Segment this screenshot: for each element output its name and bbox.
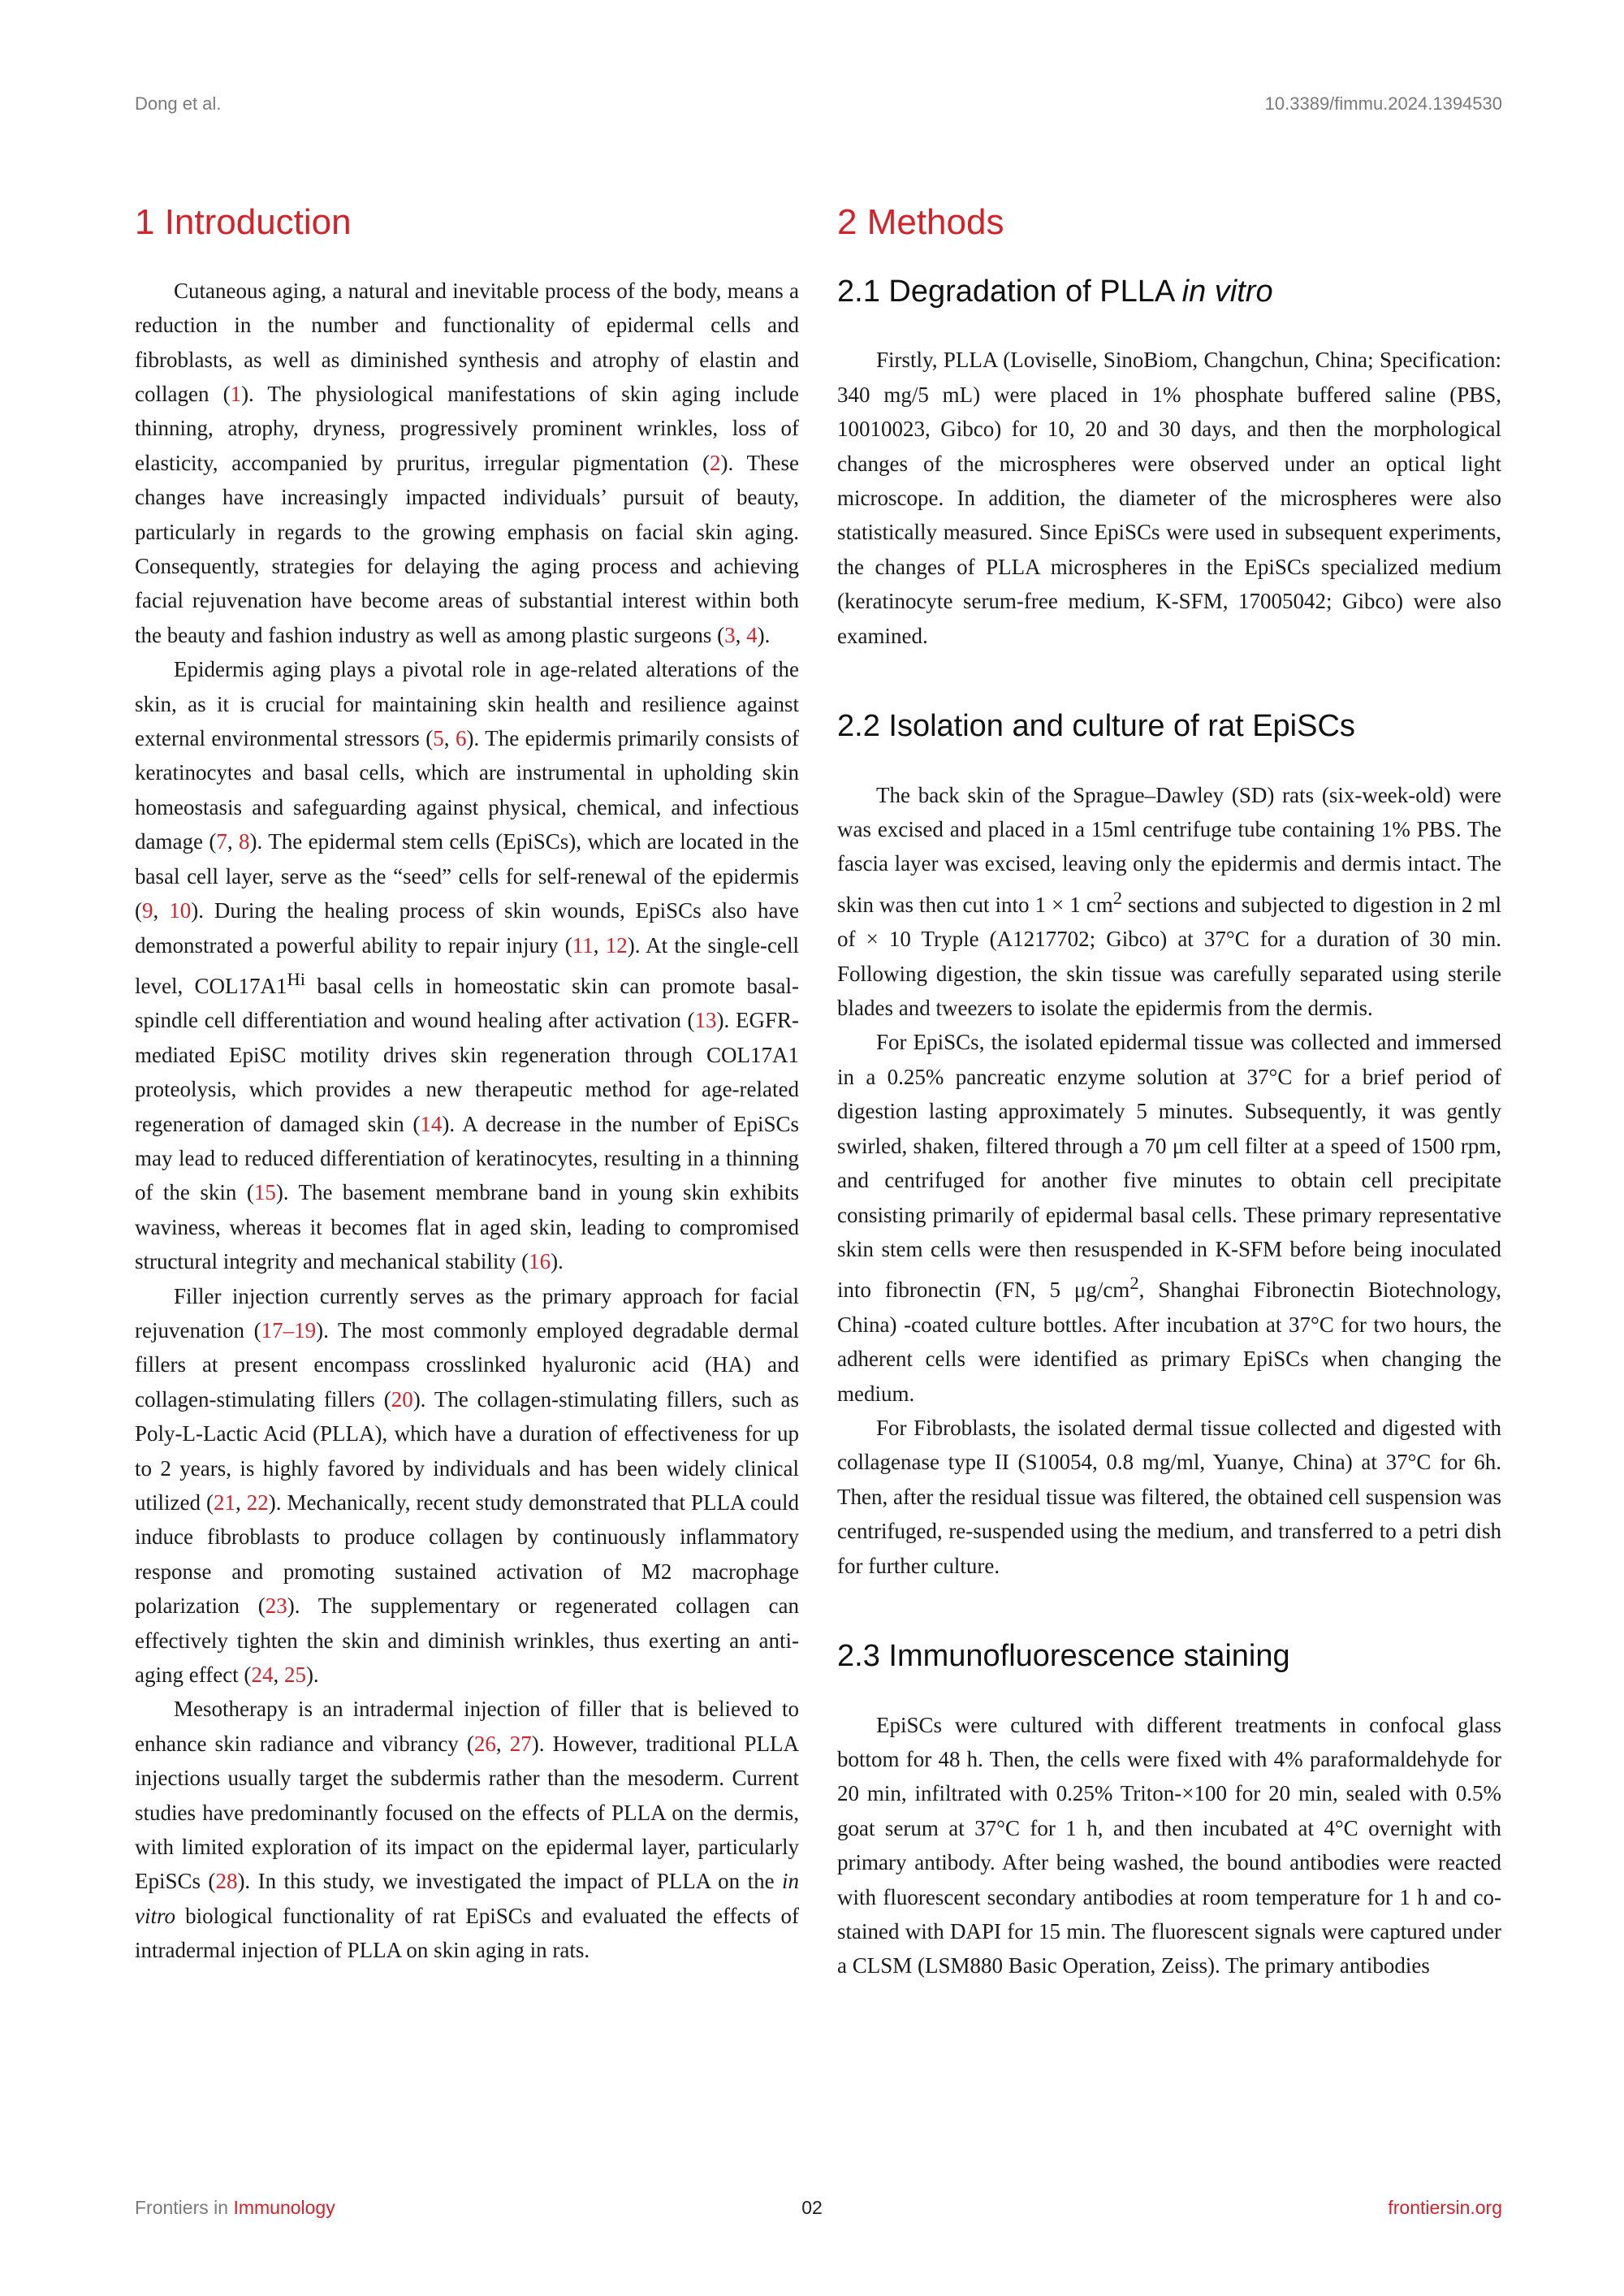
citation-link[interactable]: 28 (215, 1869, 238, 1894)
citation-link[interactable]: 11 (572, 932, 594, 958)
footer-journal: Frontiers in Immunology (135, 2197, 335, 2218)
citation-link[interactable]: 16 (529, 1249, 551, 1274)
citation-link[interactable]: 20 (391, 1386, 413, 1412)
citation-link[interactable]: 17–19 (261, 1317, 317, 1343)
citation-link[interactable]: 13 (694, 1008, 717, 1033)
subsection-heading-2-3: 2.3 Immunofluorescence staining (837, 1638, 1290, 1673)
intro-paragraph-1: Cutaneous aging, a natural and inevitable process of the body, means a reduction in the number and functionality of epidermal cells and fibroblasts, as well as diminished synthesis and atrophy of elastin and collagen (1). The physiological manifestations of skin aging include thinning, atrophy, dryness, progressively prominent wrinkles, loss of elasticity, accompanied by pruritus, irregular pigmentation (2). These changes have increasingly impacted individuals’ pursuit of beauty, particularly in regards to the growing emphasis on facial skin aging. Consequently, strategies for delaying the aging process and achieving facial rejuvenation have become areas of substantial interest within both the beauty and fashion industry as well as among plastic surgeons (3, 4). (135, 278, 799, 647)
left-column (135, 195, 799, 1968)
intro-paragraph-3: Filler injection currently serves as the primary approach for facial rejuvenation (17–19). The most commonly employed degradable dermal fillers at present encompass crosslinked hyaluronic acid (HA) and collagen-stimulating fillers (20). The collagen-stimulating fillers, such as Poly-L-Lactic Acid (PLLA), which have a duration of effectiveness for up to 2 years, is highly favored by individuals and has been widely clinical utilized (21, 22). Mechanically, recent study demonstrated that PLLA could induce fibroblasts to produce collagen by continuously inflammatory response and promoting sustained activation of M2 macrophage polarization (23). The supplementary or regenerated collagen can effectively tighten the skin and diminish wrinkles, thus exerting an anti-aging effect (24, 25). (135, 1283, 800, 1688)
citation-link[interactable]: 23 (265, 1593, 287, 1619)
section-heading-methods: 2 Methods (837, 202, 1004, 242)
section-heading-introduction: 1 Introduction (135, 202, 352, 242)
citation-link[interactable]: 22 (246, 1490, 269, 1516)
citation-link[interactable]: 25 (283, 1663, 306, 1688)
footer-page-number: 02 (801, 2197, 823, 2218)
methods-paragraph-2-1: Firstly, PLLA (Loviselle, SinoBiom, Changchun, China; Specification: 340 mg/5 mL) were placed in 1% phosphate buffered saline (PBS, 10010023, Gibco) for 10, 20 and 30 days, and then the morphological changes of the microspheres were observed under an optical light microscope. In addition, the diameter of the microspheres were also statistically measured. Since EpiSCs were used in subsequent experiments, the changes of PLLA microspheres in the EpiSCs specialized medium (keratinocyte serum-free medium, K-SFM, 17005042; Gibco) were also examined. (837, 348, 1501, 648)
citation-link[interactable]: 26 (473, 1731, 496, 1756)
methods-paragraph-2-2-c: For Fibroblasts, the isolated dermal tissue collected and digested with collagenase type II (S10054, 0.8 mg/ml, Yuanye, China) at 37°C for 6h. Then, after the residual tissue was filtered, the obtained cell suspension was centrifuged, re-suspended using the medium, and transferred to a petri dish for further culture. (837, 1415, 1502, 1578)
running-header-authors: Dong et al. (135, 93, 222, 114)
citation-link[interactable]: 10 (169, 898, 192, 923)
subsection-heading-2-2: 2.2 Isolation and culture of rat EpiSCs (837, 709, 1355, 744)
methods-paragraph-2-2-b: For EpiSCs, the isolated epidermal tissue was collected and immersed in a 0.25% pancreatic enzyme solution at 37°C for a brief period of digestion lasting approximately 5 minutes. Subsequently, it was gently swirled, shaken, filtered through a 70 μm cell filter at a speed of 1500 rpm, and centrifuged for another five minutes to obtain cell precipitate consisting primarily of epidermal basal cells. These primary representative skin stem cells were then resuspended in K-SFM before being inoculated into fibronectin (FN, 5 $\mu g/cm^2$, Shanghai Fibronectin Biotechnology, China) -coated culture bottles. After incubation at 37°C for two hours, the adherent cells were identified as primary EpiSCs when changing the medium. (837, 1030, 1501, 1406)
citation-link[interactable]: 4 (746, 622, 758, 647)
citation-link[interactable]: 27 (509, 1731, 532, 1756)
intro-paragraph-4: Mesotherapy is an intradermal injection of filler that is believed to enhance skin radiance and vibrancy (26, 27). However, traditional PLLA injections usually target the subdermis rather than the mesoderm. Current studies have predominantly focused on the effects of PLLA on the dermis, with limited exploration of its impact on the epidermal layer, particularly EpiSCs (28). In this study, we investigated the impact of PLLA on the in vitro biological functionality of rat EpiSCs and evaluated the effects of intradermal injection of PLLA on skin aging in rats. (135, 1697, 799, 1963)
right-column (837, 195, 1501, 1983)
citation-link[interactable]: 2 (709, 450, 721, 475)
footer-site-link[interactable]: frontiersin.org (1388, 2197, 1502, 2218)
running-header-doi: 10.3389/fimmu.2024.1394530 (1264, 93, 1502, 114)
citation-link[interactable]: 3 (724, 622, 736, 647)
subsection-heading-2-1: 2.1 Degradation of PLLA in vitro (837, 274, 1273, 309)
citation-link[interactable]: 14 (420, 1111, 443, 1136)
intro-paragraph-2: Epidermis aging plays a pivotal role in age-related alterations of the skin, as it is crucial for maintaining skin health and resilience against external environmental stressors (5, 6). The epidermis primarily consists of keratinocytes and basal cells, which are instrumental in upholding skin homeostasis and safeguarding against physical, chemical, and infectious damage (7, 8). The epidermal stem cells (EpiSCs), which are located in the basal cell layer, serve as the “seed” cells for self-renewal of the epidermis (9, 10). During the healing process of skin wounds, EpiSCs also have demonstrated a powerful ability to repair injury (11, 12). At the single-cell level, $COL17A1^{Hi}$ basal cells in homeostatic skin can promote basal-spindle cell differentiation and wound healing after activation (13). EGFR-mediated EpiSC motility drives skin regeneration through COL17A1 proteolysis, which provides a new therapeutic method for age-related regeneration of damaged skin (14). A decrease in the number of EpiSCs may lead to reduced differentiation of keratinocytes, resulting in a thinning of the skin (15). The basement membrane band in young skin exhibits waviness, whereas it becomes flat in aged skin, leading to compromised structural integrity and mechanical stability (16). (135, 657, 800, 1274)
methods-paragraph-2-3: EpiSCs were cultured with different treatments in confocal glass bottom for 48 h. Then, the cells were fixed with 4% paraformaldehyde for 20 min, infiltrated with 0.25% Triton-×100 for 20 min, sealed with 0.5% goat serum at 37°C for 1 h, and then incubated at 4°C overnight with primary antibody. After being washed, the bound antibodies were reacted with fluorescent secondary antibodies at room temperature for 1 h and co-stained with DAPI for 15 min. The fluorescent signals were captured under a CLSM (LSM880 Basic Operation, Zeiss). The primary antibodies (837, 1712, 1501, 1978)
citation-link[interactable]: 15 (253, 1180, 276, 1205)
methods-paragraph-2-2-a: The back skin of the Sprague–Dawley (SD) rats (six-week-old) were was excised and placed in a 15ml centrifuge tube containing 1% PBS. The fascia layer was excised, leaving only the epidermis and dermis intact. The skin was then cut into 1 × 1 $cm^2$ sections and subjected to digestion in 2 ml of × 10 Tryple (A1217702; Gibco) at 37°C for a duration of 30 min. Following digestion, the skin tissue was carefully separated using sterile blades and tweezers to isolate the epidermis from the dermis. (837, 782, 1501, 1021)
citation-link[interactable]: 7 (216, 829, 227, 854)
citation-link[interactable]: 8 (239, 829, 250, 854)
citation-link[interactable]: 12 (605, 932, 628, 958)
citation-link[interactable]: 5 (433, 726, 444, 751)
citation-link[interactable]: 21 (214, 1490, 235, 1516)
citation-link[interactable]: 9 (142, 898, 153, 923)
citation-link[interactable]: 6 (456, 726, 467, 751)
citation-link[interactable]: 24 (251, 1663, 274, 1688)
superscript-hi: Hi (287, 968, 306, 989)
citation-link[interactable]: 1 (230, 382, 242, 407)
